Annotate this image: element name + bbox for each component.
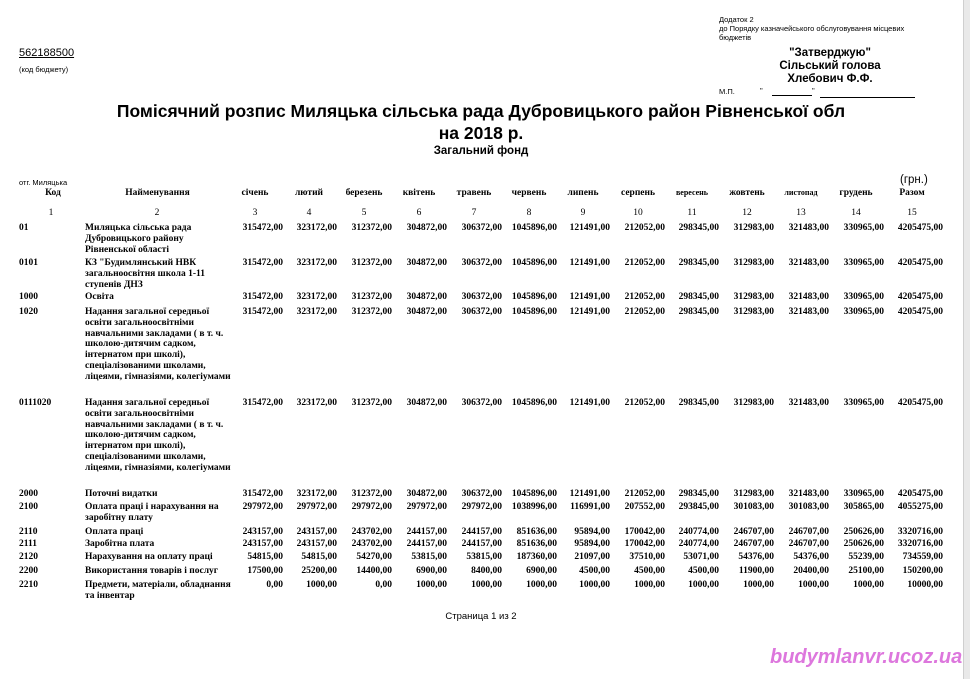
row-code: 01 [19, 223, 29, 233]
column-number: 6 [416, 208, 422, 218]
row-value: 1000,00 [743, 580, 774, 590]
row-value: 315472,00 [242, 223, 283, 233]
row-value: 315472,00 [242, 307, 283, 317]
column-number: 15 [907, 208, 917, 218]
row-value: 304872,00 [406, 398, 447, 408]
row-name-line: КЗ "Будимлянський НВК [85, 258, 197, 268]
row-value: 244157,00 [406, 527, 447, 537]
row-value: 0,00 [375, 580, 392, 590]
row-value: 321483,00 [788, 307, 829, 317]
row-value: 321483,00 [788, 398, 829, 408]
row-value: 298345,00 [678, 489, 719, 499]
row-value: 306372,00 [461, 223, 502, 233]
row-value: 304872,00 [406, 223, 447, 233]
row-value: 323172,00 [296, 223, 337, 233]
row-value: 330965,00 [843, 398, 884, 408]
row-value: 323172,00 [296, 489, 337, 499]
row-value: 734559,00 [902, 552, 943, 562]
row-value: 298345,00 [678, 307, 719, 317]
row-value: 4055275,00 [897, 502, 943, 512]
annex-line-2: до Порядку казначейського обслуговування місцевих [719, 24, 905, 33]
row-value: 306372,00 [461, 398, 502, 408]
row-value: 121491,00 [569, 398, 610, 408]
row-name-line: Надання загальної середньої [85, 307, 210, 317]
row-name [85, 307, 235, 383]
row-value: 297972,00 [406, 502, 447, 512]
row-name-line: заробітну плату [85, 512, 153, 523]
row-code: 2120 [19, 552, 38, 562]
header-month: грудень [839, 188, 873, 198]
row-value: 312372,00 [351, 398, 392, 408]
header-month: січень [241, 188, 269, 198]
row-value: 330965,00 [843, 307, 884, 317]
row-value: 6900,00 [526, 566, 557, 576]
header-month: лютий [294, 188, 324, 198]
row-name-line: інтернатом при школі), [85, 441, 186, 452]
row-value: 212052,00 [624, 307, 665, 317]
approval-line-2: Сільський голова [779, 60, 881, 72]
row-value: 4205475,00 [897, 489, 943, 499]
row-name-line: Оплата праці [85, 527, 144, 537]
row-value: 1000,00 [853, 580, 884, 590]
row-value: 306372,00 [461, 307, 502, 317]
row-name-line: Оплата праці і нарахування на [85, 502, 219, 512]
page-counter: Страница 1 из 2 [445, 611, 517, 622]
date-quote-close: " [812, 86, 815, 95]
row-value: 54815,00 [247, 552, 283, 562]
column-number: 12 [742, 208, 752, 218]
row-value: 53815,00 [411, 552, 447, 562]
row-value: 315472,00 [242, 398, 283, 408]
row-value: 150200,00 [902, 566, 943, 576]
row-value: 312983,00 [733, 292, 774, 302]
row-value: 1038996,00 [511, 502, 557, 512]
row-name-line: школою-дитячим садком, [85, 430, 196, 441]
row-code: 1020 [19, 307, 38, 317]
row-value: 95894,00 [574, 527, 610, 537]
row-value: 250626,00 [843, 539, 884, 549]
row-code: 2210 [19, 580, 38, 590]
row-name-line: Використання товарів і послуг [85, 566, 219, 576]
row-name-line: Заробітна плата [85, 539, 155, 549]
row-value: 321483,00 [788, 489, 829, 499]
row-value: 301083,00 [788, 502, 829, 512]
row-value: 8400,00 [471, 566, 502, 576]
row-value: 306372,00 [461, 258, 502, 268]
row-value: 4500,00 [634, 566, 665, 576]
header-month: вересень [675, 188, 708, 197]
row-name-line: Нарахування на оплату праці [85, 552, 213, 562]
row-value: 1045896,00 [511, 307, 557, 317]
row-name-line: ліцеями, гімназіями, колегіумами [85, 462, 231, 473]
row-name-line: інтернатом при школі), [85, 350, 186, 361]
column-number: 14 [851, 208, 861, 218]
row-value: 54815,00 [301, 552, 337, 562]
row-value: 315472,00 [242, 292, 283, 302]
page-title-year: на 2018 р. [438, 123, 524, 143]
row-value: 4500,00 [688, 566, 719, 576]
stamp-label: М.П. [719, 87, 735, 96]
row-value: 6900,00 [416, 566, 447, 576]
row-value: 246707,00 [788, 539, 829, 549]
row-value: 4205475,00 [897, 307, 943, 317]
row-value: 312372,00 [351, 223, 392, 233]
row-value: 212052,00 [624, 292, 665, 302]
row-value: 53071,00 [683, 552, 719, 562]
annex-line-3: бюджетів [719, 33, 752, 42]
row-value: 293845,00 [678, 502, 719, 512]
row-value: 54376,00 [793, 552, 829, 562]
row-value: 851636,00 [516, 527, 557, 537]
row-value: 54376,00 [738, 552, 774, 562]
row-value: 304872,00 [406, 292, 447, 302]
row-value: 297972,00 [296, 502, 337, 512]
row-value: 121491,00 [569, 307, 610, 317]
row-name-line: школою-дитячим садком, [85, 339, 196, 350]
row-value: 298345,00 [678, 398, 719, 408]
header-name: Найменування [125, 188, 190, 198]
row-value: 330965,00 [843, 223, 884, 233]
row-name-line: навчальними закладами ( в т. ч. [85, 419, 224, 430]
row-value: 4205475,00 [897, 258, 943, 268]
column-number: 13 [796, 208, 806, 218]
row-name [85, 398, 235, 474]
column-number: 7 [471, 208, 477, 218]
row-value: 1045896,00 [511, 292, 557, 302]
row-code: 0101 [19, 258, 38, 268]
row-value: 1045896,00 [511, 223, 557, 233]
approval-line-1: "Затверджую" [789, 47, 871, 59]
row-value: 1000,00 [526, 580, 557, 590]
row-value: 244157,00 [461, 527, 502, 537]
row-value: 312372,00 [351, 307, 392, 317]
row-value: 187360,00 [516, 552, 557, 562]
currency-unit: (грн.) [900, 174, 928, 186]
row-value: 4205475,00 [897, 398, 943, 408]
column-number: 8 [526, 208, 532, 218]
row-value: 330965,00 [843, 489, 884, 499]
row-value: 4205475,00 [897, 223, 943, 233]
row-value: 4205475,00 [897, 292, 943, 302]
otg-label: отг. Миляцька [19, 178, 68, 187]
header-month: червень [511, 188, 547, 198]
row-name-line: Поточні видатки [85, 489, 158, 499]
row-value: 55239,00 [848, 552, 884, 562]
row-value: 21097,00 [574, 552, 610, 562]
header-total: Разом [899, 188, 925, 198]
row-value: 304872,00 [406, 258, 447, 268]
approval-block [760, 47, 900, 86]
fund-subtitle: Загальний фонд [433, 145, 529, 157]
row-value: 244157,00 [406, 539, 447, 549]
row-value: 312983,00 [733, 307, 774, 317]
row-value: 1045896,00 [511, 258, 557, 268]
row-value: 1000,00 [579, 580, 610, 590]
row-value: 53815,00 [466, 552, 502, 562]
row-value: 212052,00 [624, 223, 665, 233]
row-value: 312983,00 [733, 223, 774, 233]
row-value: 297972,00 [351, 502, 392, 512]
column-number: 4 [306, 208, 312, 218]
row-value: 0,00 [266, 580, 283, 590]
row-code: 2111 [19, 539, 37, 549]
row-value: 306372,00 [461, 489, 502, 499]
row-value: 25100,00 [848, 566, 884, 576]
date-month-line [820, 97, 915, 98]
row-value: 1000,00 [416, 580, 447, 590]
row-value: 305865,00 [843, 502, 884, 512]
row-value: 243702,00 [351, 539, 392, 549]
row-value: 121491,00 [569, 223, 610, 233]
header-month: квітень [402, 188, 436, 198]
row-name-line: Дубровицького району [85, 233, 184, 244]
row-value: 14400,00 [356, 566, 392, 576]
row-value: 1000,00 [798, 580, 829, 590]
row-value: 297972,00 [242, 502, 283, 512]
row-value: 170042,00 [624, 527, 665, 537]
row-value: 4500,00 [579, 566, 610, 576]
row-value: 240774,00 [678, 527, 719, 537]
row-value: 244157,00 [461, 539, 502, 549]
row-name-line: Предмети, матеріали, обладнання [85, 580, 231, 590]
row-value: 312983,00 [733, 398, 774, 408]
column-number: 5 [361, 208, 367, 218]
row-code: 2000 [19, 489, 38, 499]
row-value: 10000,00 [907, 580, 943, 590]
row-name-line: загальноосвітня школа 1-11 [85, 268, 206, 279]
row-value: 121491,00 [569, 258, 610, 268]
row-value: 312372,00 [351, 258, 392, 268]
row-code: 1000 [19, 292, 38, 302]
row-value: 1045896,00 [511, 398, 557, 408]
row-value: 3320716,00 [897, 527, 943, 537]
header-month: листопад [784, 188, 818, 197]
row-value: 3320716,00 [897, 539, 943, 549]
row-value: 1000,00 [688, 580, 719, 590]
row-value: 121491,00 [569, 489, 610, 499]
row-value: 298345,00 [678, 292, 719, 302]
row-value: 240774,00 [678, 539, 719, 549]
row-value: 323172,00 [296, 258, 337, 268]
row-value: 20400,00 [793, 566, 829, 576]
row-value: 312372,00 [351, 292, 392, 302]
budget-code: 562188500 [19, 47, 75, 59]
row-name-line: Освіта [85, 292, 114, 302]
page-title: Помісячний розпис Миляцька сільська рада Дубровицького район Рівненської обл [116, 101, 846, 121]
row-code: 2200 [19, 566, 38, 576]
row-value: 212052,00 [624, 489, 665, 499]
row-value: 246707,00 [788, 527, 829, 537]
page-edge [963, 0, 970, 679]
row-value: 297972,00 [461, 502, 502, 512]
row-name-line: навчальними закладами ( в т. ч. [85, 328, 224, 339]
row-value: 25200,00 [301, 566, 337, 576]
header-month: жовтень [729, 188, 765, 198]
header-month: березень [345, 188, 383, 198]
column-number: 9 [580, 208, 586, 218]
date-quote-open: " [760, 86, 763, 95]
header-code: Код [45, 188, 61, 198]
row-value: 170042,00 [624, 539, 665, 549]
row-value: 301083,00 [733, 502, 774, 512]
row-value: 304872,00 [406, 489, 447, 499]
row-code: 2100 [19, 502, 38, 512]
header-month: серпень [620, 188, 656, 198]
row-value: 1000,00 [306, 580, 337, 590]
row-value: 312983,00 [733, 489, 774, 499]
row-value: 323172,00 [296, 398, 337, 408]
row-value: 95894,00 [574, 539, 610, 549]
row-value: 304872,00 [406, 307, 447, 317]
row-value: 246707,00 [733, 527, 774, 537]
row-name-line: Рівненської області [85, 244, 169, 255]
row-value: 323172,00 [296, 292, 337, 302]
row-value: 243157,00 [296, 527, 337, 537]
annex-line-1: Додаток 2 [719, 15, 754, 24]
budget-code-caption: (код бюджету) [19, 65, 69, 74]
row-value: 315472,00 [242, 489, 283, 499]
row-value: 321483,00 [788, 258, 829, 268]
annex-note [719, 15, 904, 42]
row-value: 1000,00 [634, 580, 665, 590]
row-value: 243157,00 [242, 527, 283, 537]
row-value: 121491,00 [569, 292, 610, 302]
row-value: 1000,00 [471, 580, 502, 590]
row-value: 116991,00 [570, 502, 610, 512]
column-number: 10 [633, 208, 643, 218]
row-value: 243702,00 [351, 527, 392, 537]
row-value: 298345,00 [678, 258, 719, 268]
row-value: 851636,00 [516, 539, 557, 549]
row-value: 212052,00 [624, 398, 665, 408]
header-month: липень [567, 188, 599, 198]
header-month: травень [456, 188, 492, 198]
row-name-line: спеціалізованими школами, [85, 360, 206, 371]
row-name-line: освіти загальноосвітніми [85, 317, 195, 328]
row-code: 0111020 [19, 398, 52, 408]
row-value: 212052,00 [624, 258, 665, 268]
row-name-line: спеціалізованими школами, [85, 451, 206, 462]
row-value: 243157,00 [242, 539, 283, 549]
row-value: 37510,00 [629, 552, 665, 562]
column-number: 1 [48, 208, 54, 218]
row-value: 312983,00 [733, 258, 774, 268]
approval-line-3: Хлебович Ф.Ф. [787, 73, 873, 85]
site-watermark: budymlanvr.ucoz.ua [770, 646, 963, 668]
row-name-line: освіти загальноосвітніми [85, 408, 195, 419]
column-number: 2 [154, 208, 160, 218]
row-name-line: ліцеями, гімназіями, колегіумами [85, 371, 231, 382]
row-value: 11900,00 [738, 566, 774, 576]
row-value: 246707,00 [733, 539, 774, 549]
row-value: 315472,00 [242, 258, 283, 268]
column-number: 3 [252, 208, 258, 218]
row-name-line: Надання загальної середньої [85, 398, 210, 408]
row-name-line: Миляцька сільська рада [85, 223, 192, 233]
date-day-line [772, 95, 812, 96]
row-value: 321483,00 [788, 223, 829, 233]
row-name-line: ступенів ДНЗ [85, 279, 143, 290]
row-value: 54270,00 [356, 552, 392, 562]
row-value: 17500,00 [247, 566, 283, 576]
row-value: 298345,00 [678, 223, 719, 233]
row-value: 321483,00 [788, 292, 829, 302]
row-value: 330965,00 [843, 292, 884, 302]
row-value: 323172,00 [296, 307, 337, 317]
row-name-line: та інвентар [85, 590, 135, 601]
column-number: 11 [687, 208, 697, 218]
row-value: 330965,00 [843, 258, 884, 268]
row-value: 306372,00 [461, 292, 502, 302]
row-value: 250626,00 [843, 527, 884, 537]
row-code: 2110 [19, 527, 38, 537]
row-value: 243157,00 [296, 539, 337, 549]
row-value: 1045896,00 [511, 489, 557, 499]
row-value: 207552,00 [624, 502, 665, 512]
row-value: 312372,00 [351, 489, 392, 499]
